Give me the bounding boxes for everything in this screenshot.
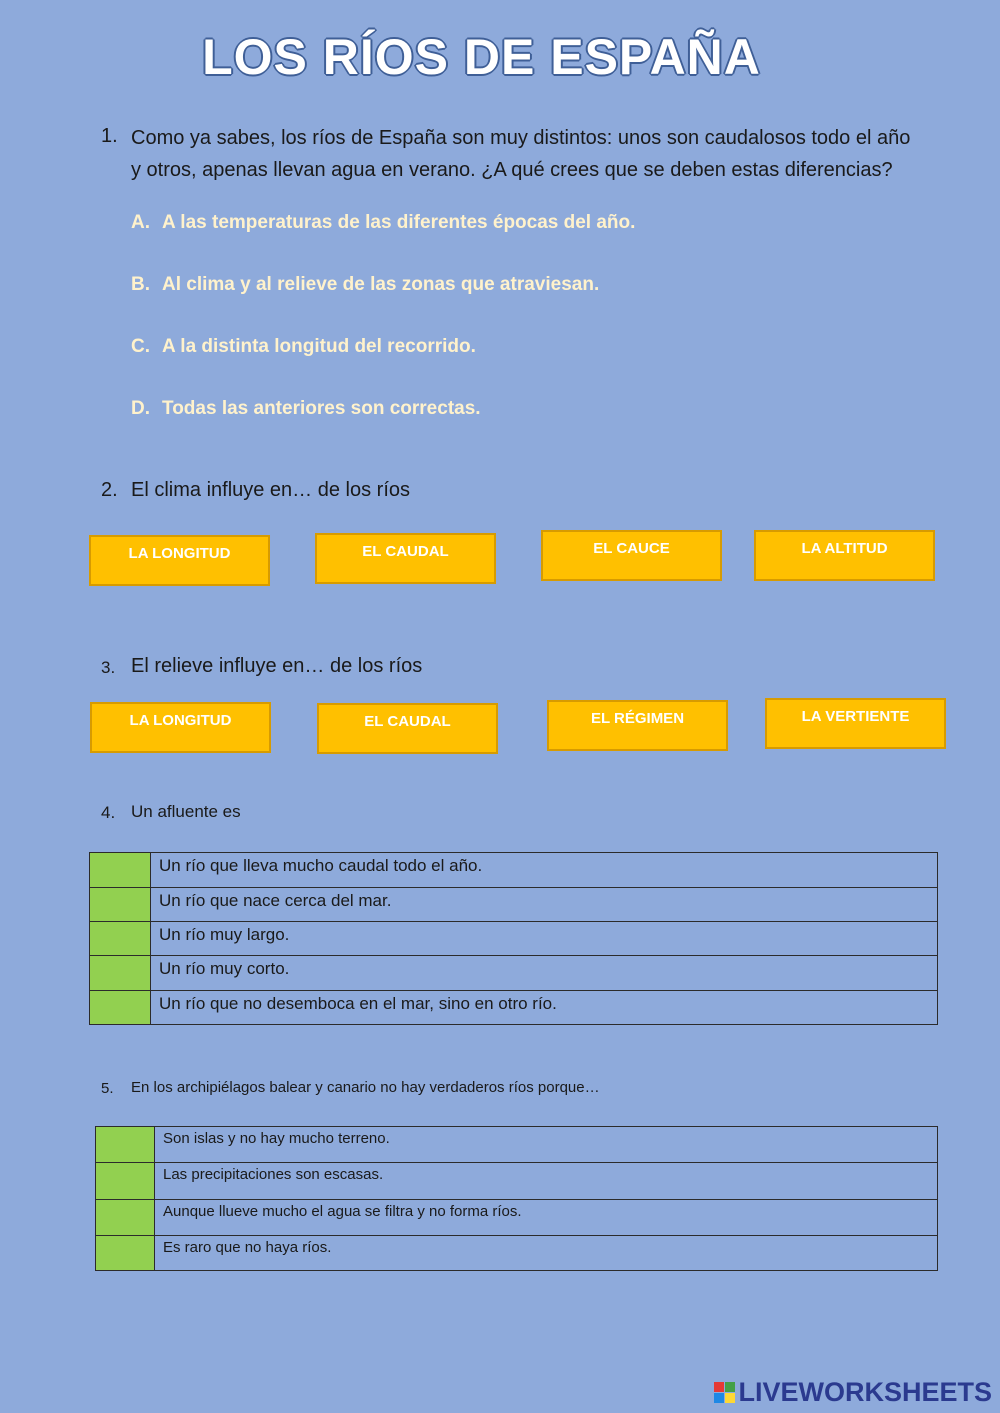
answer-checkbox[interactable] — [96, 1163, 155, 1200]
table-row — [96, 1200, 938, 1236]
table-row — [96, 1236, 938, 1271]
question-2-text: El clima influye en… de los ríos — [131, 479, 411, 501]
question-4-text: Un afluente es — [131, 802, 241, 821]
option-text: A la distinta longitud del recorrido. — [162, 336, 476, 357]
answer-checkbox[interactable] — [90, 991, 151, 1025]
option-letter: D. — [131, 398, 150, 419]
question-1-number: 1. — [101, 125, 118, 147]
q5-answer-table — [95, 1126, 938, 1271]
answer-checkbox[interactable] — [90, 853, 151, 888]
question-3-number: 3. — [101, 658, 116, 677]
option-a[interactable] — [131, 212, 635, 234]
option-letter: B. — [131, 274, 150, 295]
answer-text: Aunque llueve mucho el agua se filtra y no forma ríos. — [155, 1200, 938, 1236]
question-1-line-2: y otros, apenas llevan agua en verano. ¿A qué crees que se deben estas diferencias? — [131, 159, 893, 181]
q3-choice-caudal[interactable]: EL CAUDAL — [317, 703, 498, 754]
answer-text: Las precipitaciones son escasas. — [155, 1163, 938, 1200]
option-text: A las temperaturas de las diferentes épocas del año. — [162, 212, 636, 233]
logo-square — [725, 1382, 735, 1392]
q2-choice-caudal[interactable]: EL CAUDAL — [315, 533, 496, 584]
question-4-number: 4. — [101, 803, 116, 822]
q3-choice-vertiente[interactable]: LA VERTIENTE — [765, 698, 946, 749]
liveworksheets-logo-icon — [714, 1382, 735, 1403]
question-2-number: 2. — [101, 479, 118, 501]
answer-text: Es raro que no haya ríos. — [155, 1236, 938, 1271]
answer-checkbox[interactable] — [90, 922, 151, 956]
q4-answer-table — [89, 852, 938, 1025]
option-b[interactable] — [131, 274, 599, 296]
q2-choice-cauce[interactable]: EL CAUCE — [541, 530, 722, 581]
q2-choice-longitud[interactable]: LA LONGITUD — [89, 535, 270, 586]
answer-text: Un río muy largo. — [151, 922, 938, 956]
option-text: Al clima y al relieve de las zonas que atraviesan. — [162, 274, 600, 295]
table-row — [90, 888, 938, 922]
answer-text: Un río que nace cerca del mar. — [151, 888, 938, 922]
option-letter: A. — [131, 212, 150, 233]
option-text: Todas las anteriores son correctas. — [162, 398, 481, 419]
question-1-text — [131, 122, 910, 186]
brand-name: LIVEWORKSHEETS — [738, 1377, 992, 1407]
table-row — [90, 853, 938, 888]
q2-choice-altitud[interactable]: LA ALTITUD — [754, 530, 935, 581]
table-row — [90, 922, 938, 956]
question-3-text: El relieve influye en… de los ríos — [131, 655, 423, 677]
q3-choice-longitud[interactable]: LA LONGITUD — [90, 702, 271, 753]
table-row — [96, 1163, 938, 1200]
answer-text: Un río que no desemboca en el mar, sino en otro río. — [151, 991, 938, 1025]
answer-checkbox[interactable] — [96, 1127, 155, 1163]
question-5-text: En los archipiélagos balear y canario no hay verdaderos ríos porque… — [131, 1079, 600, 1096]
answer-checkbox[interactable] — [90, 956, 151, 991]
answer-text: Un río que lleva mucho caudal todo el año. — [151, 853, 938, 888]
answer-text: Son islas y no hay mucho terreno. — [155, 1127, 938, 1163]
question-1-line-1: Como ya sabes, los ríos de España son muy distintos: unos son caudalosos todo el año — [131, 127, 911, 149]
logo-square — [714, 1382, 724, 1392]
option-letter: C. — [131, 336, 150, 357]
liveworksheets-logo — [714, 1377, 992, 1408]
page-title: LOS RÍOS DE ESPAÑA — [202, 29, 761, 85]
option-d[interactable] — [131, 398, 481, 420]
answer-text: Un río muy corto. — [151, 956, 938, 991]
logo-square — [714, 1393, 724, 1403]
table-row — [96, 1127, 938, 1163]
question-5-number: 5. — [101, 1080, 114, 1097]
q3-choice-regimen[interactable]: EL RÉGIMEN — [547, 700, 728, 751]
table-row — [90, 956, 938, 991]
option-c[interactable] — [131, 336, 476, 358]
answer-checkbox[interactable] — [90, 888, 151, 922]
logo-square — [725, 1393, 735, 1403]
answer-checkbox[interactable] — [96, 1236, 155, 1271]
table-row — [90, 991, 938, 1025]
answer-checkbox[interactable] — [96, 1200, 155, 1236]
